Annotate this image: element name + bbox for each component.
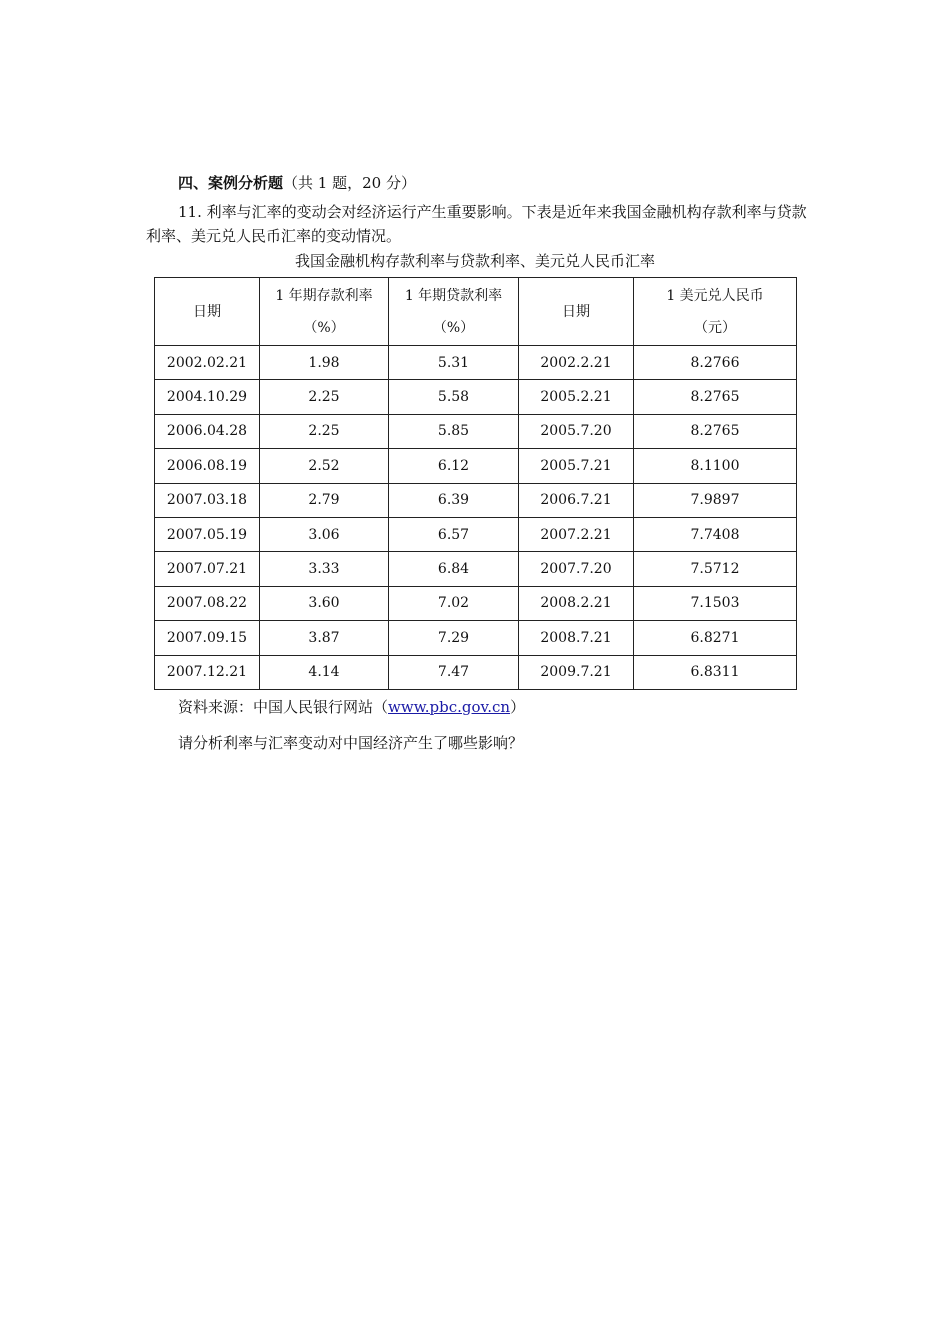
table-row — [155, 380, 797, 414]
cell-deposit-rate: 2.52 — [260, 449, 389, 483]
cell-exchange-rate: 7.5712 — [634, 552, 797, 586]
section-heading — [178, 172, 416, 194]
cell-date-fx: 2002.2.21 — [519, 346, 634, 380]
cell-date-deposit: 2004.10.29 — [155, 380, 260, 414]
table-row — [155, 552, 797, 586]
cell-date-fx: 2007.2.21 — [519, 517, 634, 551]
cell-exchange-rate: 7.7408 — [634, 517, 797, 551]
cell-date-deposit: 2007.08.22 — [155, 586, 260, 620]
cell-deposit-rate: 2.25 — [260, 380, 389, 414]
cell-exchange-rate: 8.2765 — [634, 380, 797, 414]
cell-date-deposit: 2006.08.19 — [155, 449, 260, 483]
header-loan-rate — [389, 278, 519, 346]
cell-loan-rate: 7.47 — [389, 655, 519, 689]
header-date-fx: 日期 — [519, 278, 634, 346]
cell-deposit-rate: 3.60 — [260, 586, 389, 620]
cell-date-deposit: 2007.03.18 — [155, 483, 260, 517]
table-body — [155, 346, 797, 690]
cell-loan-rate: 5.85 — [389, 414, 519, 448]
cell-exchange-rate: 8.1100 — [634, 449, 797, 483]
source-suffix: ） — [510, 698, 526, 716]
cell-date-deposit: 2007.07.21 — [155, 552, 260, 586]
source-prefix: 资料来源：中国人民银行网站（ — [178, 698, 389, 716]
cell-deposit-rate: 4.14 — [260, 655, 389, 689]
cell-exchange-rate: 6.8311 — [634, 655, 797, 689]
cell-date-fx: 2006.7.21 — [519, 483, 634, 517]
analysis-prompt: 请分析利率与汇率变动对中国经济产生了哪些影响？ — [178, 734, 524, 752]
table-title: 我国金融机构存款利率与贷款利率、美元兑人民币汇率 — [294, 252, 655, 270]
cell-loan-rate: 7.02 — [389, 586, 519, 620]
cell-exchange-rate: 7.9897 — [634, 483, 797, 517]
table-row — [155, 483, 797, 517]
table-row — [155, 655, 797, 689]
cell-date-fx: 2008.7.21 — [519, 621, 634, 655]
cell-loan-rate: 5.58 — [389, 380, 519, 414]
header-exchange-rate-unit: （元） — [694, 319, 736, 336]
header-exchange-rate-label: 1 美元兑人民币 — [666, 287, 764, 304]
cell-loan-rate: 7.29 — [389, 621, 519, 655]
table-row — [155, 449, 797, 483]
cell-exchange-rate: 8.2766 — [634, 346, 797, 380]
section-score-note: （共 1 题，20 分） — [283, 174, 416, 192]
cell-date-deposit: 2007.12.21 — [155, 655, 260, 689]
cell-date-fx: 2008.2.21 — [519, 586, 634, 620]
table-row — [155, 414, 797, 448]
table-row — [155, 517, 797, 551]
cell-date-deposit: 2002.02.21 — [155, 346, 260, 380]
cell-date-deposit: 2007.05.19 — [155, 517, 260, 551]
cell-deposit-rate: 2.79 — [260, 483, 389, 517]
header-date-deposit: 日期 — [155, 278, 260, 346]
section-title: 四、案例分析题 — [178, 174, 284, 192]
cell-loan-rate: 6.57 — [389, 517, 519, 551]
table-row — [155, 621, 797, 655]
cell-exchange-rate: 6.8271 — [634, 621, 797, 655]
header-deposit-rate-label: 1 年期存款利率 — [275, 287, 373, 304]
cell-loan-rate: 6.84 — [389, 552, 519, 586]
rates-table — [154, 277, 797, 690]
header-exchange-rate — [634, 278, 797, 346]
header-deposit-rate — [260, 278, 389, 346]
header-loan-rate-label: 1 年期贷款利率 — [404, 287, 503, 304]
cell-date-deposit: 2006.04.28 — [155, 414, 260, 448]
cell-date-fx: 2009.7.21 — [519, 655, 634, 689]
cell-loan-rate: 6.12 — [389, 449, 519, 483]
cell-date-fx: 2007.7.20 — [519, 552, 634, 586]
cell-date-deposit: 2007.09.15 — [155, 621, 260, 655]
source-link[interactable]: www.pbc.gov.cn — [388, 698, 511, 716]
table-row — [155, 586, 797, 620]
cell-deposit-rate: 2.25 — [260, 414, 389, 448]
question-text: 11. 利率与汇率的变动会对经济运行产生重要影响。下表是近年来我国金融机构存款利率与贷款利率、美元兑人民币汇率的变动情况。 — [146, 203, 807, 245]
cell-deposit-rate: 3.87 — [260, 621, 389, 655]
cell-exchange-rate: 8.2765 — [634, 414, 797, 448]
cell-deposit-rate: 3.06 — [260, 517, 389, 551]
cell-exchange-rate: 7.1503 — [634, 586, 797, 620]
source-note — [178, 696, 525, 718]
cell-deposit-rate: 3.33 — [260, 552, 389, 586]
header-deposit-rate-unit: （%） — [303, 319, 345, 336]
cell-date-fx: 2005.2.21 — [519, 380, 634, 414]
table-row — [155, 346, 797, 380]
header-loan-rate-unit: （%） — [432, 319, 475, 336]
cell-deposit-rate: 1.98 — [260, 346, 389, 380]
table-header-row — [155, 278, 797, 346]
cell-loan-rate: 5.31 — [389, 346, 519, 380]
cell-date-fx: 2005.7.21 — [519, 449, 634, 483]
cell-date-fx: 2005.7.20 — [519, 414, 634, 448]
cell-loan-rate: 6.39 — [389, 483, 519, 517]
